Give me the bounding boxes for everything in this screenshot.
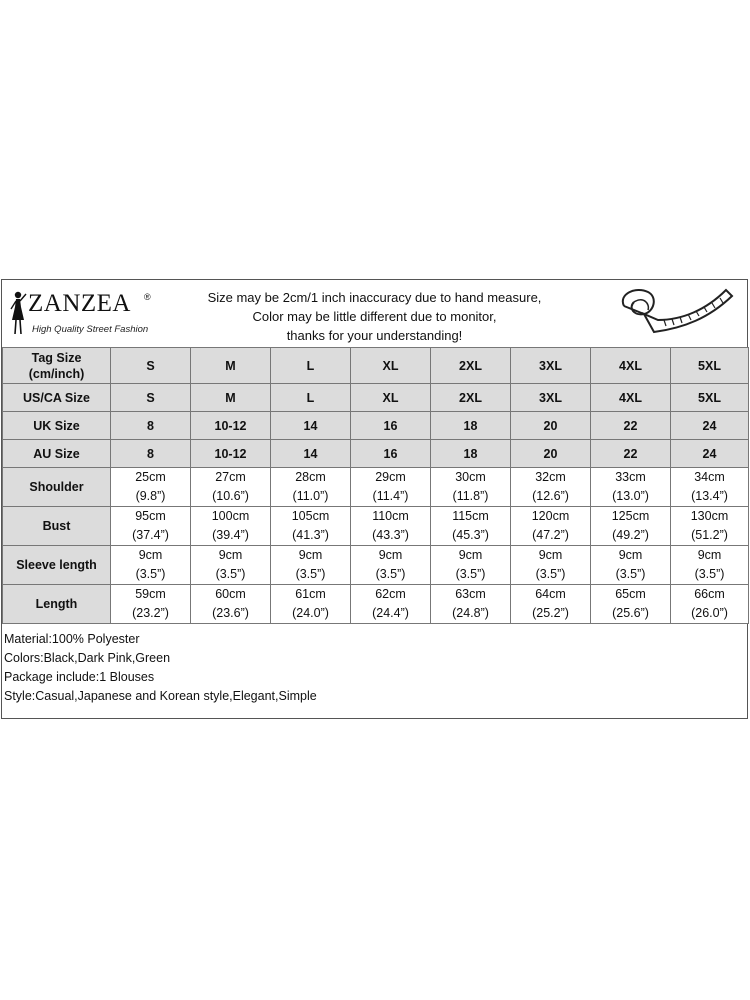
- cm-value: 9cm: [618, 548, 643, 562]
- cm-value: 63cm: [455, 587, 486, 601]
- inch-value: (25.6”): [612, 606, 649, 620]
- size-chart: [1, 279, 748, 719]
- table-cell: 4XL: [591, 348, 671, 384]
- cm-value: 28cm: [295, 470, 326, 484]
- table-cell: 18: [431, 440, 511, 468]
- table-cell: [111, 585, 191, 624]
- cm-value: 9cm: [138, 548, 163, 562]
- cm-value: 25cm: [135, 470, 166, 484]
- table-cell: [191, 468, 271, 507]
- inch-value: (3.5”): [694, 567, 725, 581]
- table-row: [3, 468, 749, 507]
- table-cell: 22: [591, 440, 671, 468]
- table-cell: 24: [671, 412, 749, 440]
- table-cell: 2XL: [431, 348, 511, 384]
- row-label: Length: [3, 585, 111, 624]
- table-cell: XL: [351, 348, 431, 384]
- inch-value: (3.5”): [615, 567, 646, 581]
- cm-value: 110cm: [372, 509, 409, 523]
- inch-value: (37.4”): [132, 528, 169, 542]
- cm-value: 9cm: [298, 548, 323, 562]
- measurement-notice: [172, 288, 577, 345]
- info-material: Material:100% Polyester: [4, 632, 140, 646]
- table-cell: L: [271, 384, 351, 412]
- cm-value: 115cm: [452, 509, 489, 523]
- info-style: Style:Casual,Japanese and Korean style,Elegant,Simple: [4, 689, 317, 703]
- table-cell: 14: [271, 440, 351, 468]
- product-info: [4, 630, 317, 706]
- table-cell: [511, 585, 591, 624]
- cm-value: 29cm: [375, 470, 406, 484]
- cm-value: 9cm: [378, 548, 403, 562]
- table-cell: [511, 468, 591, 507]
- cm-value: 27cm: [215, 470, 246, 484]
- table-row: [3, 507, 749, 546]
- cm-value: 105cm: [291, 509, 330, 523]
- notice-line: thanks for your understanding!: [286, 328, 463, 343]
- cm-value: 100cm: [211, 509, 250, 523]
- cm-value: 32cm: [535, 470, 566, 484]
- inch-value: (25.2”): [532, 606, 569, 620]
- table-cell: 20: [511, 440, 591, 468]
- inch-value: (13.4”): [691, 489, 728, 503]
- table-cell: 14: [271, 412, 351, 440]
- table-cell: [511, 546, 591, 585]
- info-colors: Colors:Black,Dark Pink,Green: [4, 651, 171, 665]
- table-cell: [671, 585, 749, 624]
- table-cell: [431, 507, 511, 546]
- brand-tagline: High Quality Street Fashion: [32, 324, 149, 335]
- table-cell: 5XL: [671, 348, 749, 384]
- woman-silhouette-icon: [8, 290, 28, 336]
- cm-value: 66cm: [694, 587, 725, 601]
- inch-value: (43.3”): [372, 528, 409, 542]
- cm-value: 61cm: [295, 587, 326, 601]
- table-cell: [191, 546, 271, 585]
- table-cell: [431, 546, 511, 585]
- row-label: [3, 348, 111, 384]
- table-cell: 20: [511, 412, 591, 440]
- table-cell: M: [191, 348, 271, 384]
- inch-value: (3.5”): [295, 567, 326, 581]
- cm-value: 34cm: [694, 470, 725, 484]
- brand-logo: [6, 288, 156, 342]
- cm-value: 9cm: [458, 548, 483, 562]
- inch-value: (23.2”): [132, 606, 169, 620]
- table-row: [3, 440, 749, 468]
- table-cell: 18: [431, 412, 511, 440]
- table-cell: [111, 546, 191, 585]
- row-label: UK Size: [3, 412, 111, 440]
- inch-value: (49.2”): [612, 528, 649, 542]
- inch-value: (10.6”): [212, 489, 249, 503]
- table-cell: [271, 546, 351, 585]
- inch-value: (3.5”): [135, 567, 166, 581]
- table-row: [3, 348, 749, 384]
- cm-value: 62cm: [375, 587, 406, 601]
- table-cell: [351, 507, 431, 546]
- notice-line: Color may be little different due to monitor,: [252, 309, 497, 324]
- cm-value: 33cm: [615, 470, 646, 484]
- cm-value: 59cm: [135, 587, 166, 601]
- tag-size-unit: (cm/inch): [28, 366, 85, 381]
- inch-value: (3.5”): [375, 567, 406, 581]
- inch-value: (26.0”): [691, 606, 728, 620]
- chart-header: [2, 280, 747, 347]
- cm-value: 30cm: [455, 470, 486, 484]
- table-cell: 8: [111, 412, 191, 440]
- table-cell: 16: [351, 440, 431, 468]
- table-cell: 2XL: [431, 384, 511, 412]
- table-cell: XL: [351, 384, 431, 412]
- table-cell: [511, 507, 591, 546]
- table-cell: [431, 585, 511, 624]
- inch-value: (11.0”): [292, 489, 329, 503]
- table-cell: 10-12: [191, 412, 271, 440]
- table-cell: [431, 468, 511, 507]
- registered-mark: ®: [144, 292, 151, 302]
- cm-value: 9cm: [218, 548, 243, 562]
- info-package: Package include:1 Blouses: [4, 670, 155, 684]
- cm-value: 64cm: [535, 587, 566, 601]
- table-cell: [191, 585, 271, 624]
- size-table: [2, 347, 749, 624]
- row-label: Shoulder: [3, 468, 111, 507]
- inch-value: (24.8”): [452, 606, 489, 620]
- inch-value: (45.3”): [452, 528, 489, 542]
- table-cell: [111, 468, 191, 507]
- table-cell: [271, 507, 351, 546]
- cm-value: 95cm: [135, 509, 166, 523]
- brand-name: ZANZEA: [28, 290, 131, 317]
- table-cell: [671, 507, 749, 546]
- table-cell: [671, 546, 749, 585]
- inch-value: (9.8”): [135, 489, 166, 503]
- row-label: Sleeve length: [3, 546, 111, 585]
- inch-value: (24.0”): [292, 606, 329, 620]
- inch-value: (3.5”): [455, 567, 486, 581]
- table-cell: 3XL: [511, 384, 591, 412]
- table-cell: [351, 546, 431, 585]
- table-cell: [351, 585, 431, 624]
- table-cell: 22: [591, 412, 671, 440]
- cm-value: 120cm: [531, 509, 570, 523]
- row-label: US/CA Size: [3, 384, 111, 412]
- table-cell: 5XL: [671, 384, 749, 412]
- table-row: [3, 412, 749, 440]
- inch-value: (51.2”): [691, 528, 728, 542]
- table-cell: [271, 585, 351, 624]
- cm-value: 60cm: [215, 587, 246, 601]
- table-cell: 10-12: [191, 440, 271, 468]
- cm-value: 125cm: [611, 509, 650, 523]
- table-cell: [671, 468, 749, 507]
- table-row: [3, 546, 749, 585]
- inch-value: (11.8”): [452, 489, 489, 503]
- table-cell: [591, 585, 671, 624]
- table-cell: S: [111, 348, 191, 384]
- table-cell: [591, 507, 671, 546]
- table-cell: 24: [671, 440, 749, 468]
- cm-value: 9cm: [697, 548, 722, 562]
- table-cell: 16: [351, 412, 431, 440]
- inch-value: (11.4”): [372, 489, 409, 503]
- table-row: [3, 585, 749, 624]
- cm-value: 130cm: [690, 509, 729, 523]
- table-cell: [351, 468, 431, 507]
- table-cell: M: [191, 384, 271, 412]
- table-cell: [591, 546, 671, 585]
- inch-value: (3.5”): [535, 567, 566, 581]
- table-cell: [591, 468, 671, 507]
- inch-value: (39.4”): [212, 528, 249, 542]
- table-cell: [111, 507, 191, 546]
- table-cell: L: [271, 348, 351, 384]
- table-cell: [271, 468, 351, 507]
- table-cell: 4XL: [591, 384, 671, 412]
- table-cell: 3XL: [511, 348, 591, 384]
- row-label: AU Size: [3, 440, 111, 468]
- row-label: Bust: [3, 507, 111, 546]
- inch-value: (24.4”): [372, 606, 409, 620]
- measuring-tape-icon: [614, 284, 742, 344]
- table-cell: 8: [111, 440, 191, 468]
- notice-line: Size may be 2cm/1 inch inaccuracy due to hand measure,: [207, 290, 542, 305]
- table-cell: [191, 507, 271, 546]
- tag-size-label: Tag Size: [31, 350, 82, 365]
- inch-value: (13.0”): [612, 489, 649, 503]
- table-row: [3, 384, 749, 412]
- table-cell: S: [111, 384, 191, 412]
- inch-value: (41.3”): [292, 528, 329, 542]
- inch-value: (47.2”): [532, 528, 569, 542]
- cm-value: 65cm: [615, 587, 646, 601]
- inch-value: (3.5”): [215, 567, 246, 581]
- inch-value: (23.6”): [212, 606, 249, 620]
- cm-value: 9cm: [538, 548, 563, 562]
- inch-value: (12.6”): [532, 489, 569, 503]
